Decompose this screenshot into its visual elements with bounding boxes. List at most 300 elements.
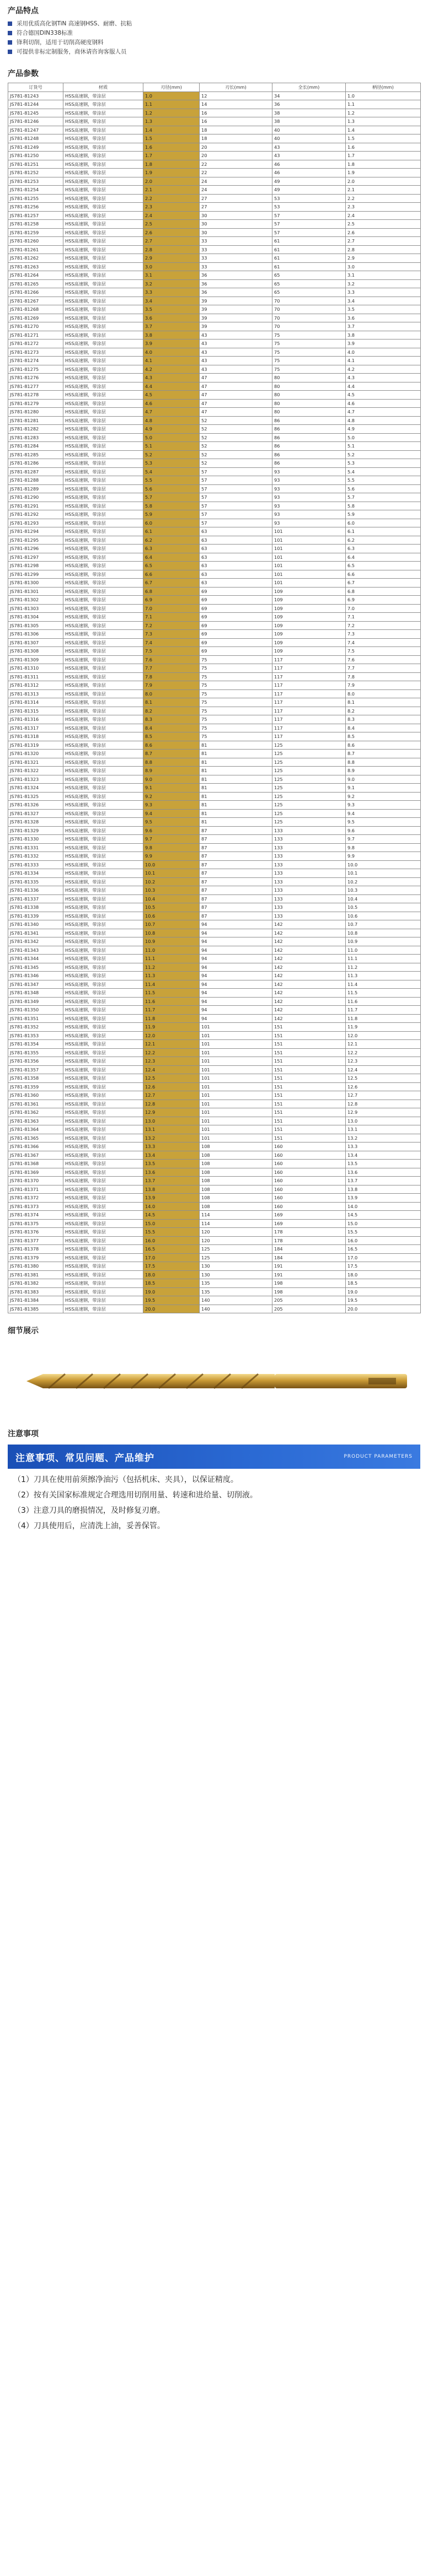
spec-row bbox=[8, 750, 421, 758]
cell-overall-length: 160 bbox=[272, 1185, 346, 1194]
spec-row bbox=[8, 946, 421, 955]
cell-shank: 12.0 bbox=[346, 1031, 421, 1040]
spec-row bbox=[8, 331, 421, 339]
cell-code: JS781-81321 bbox=[8, 758, 63, 767]
cell-shank: 6.1 bbox=[346, 527, 421, 536]
detail-header bbox=[0, 1321, 428, 1340]
cell-flute-length: 12 bbox=[200, 91, 272, 100]
spec-row bbox=[8, 348, 421, 357]
cell-code: JS781-81370 bbox=[8, 1177, 63, 1185]
cell-shank: 2.8 bbox=[346, 245, 421, 254]
spec-row bbox=[8, 1014, 421, 1023]
cell-flute-length: 63 bbox=[200, 545, 272, 553]
spec-row bbox=[8, 476, 421, 485]
cell-shank: 9.3 bbox=[346, 801, 421, 810]
cell-flute-length: 125 bbox=[200, 1253, 272, 1262]
cell-material: HSS高速钢，带涂层 bbox=[63, 169, 143, 177]
cell-flute-length: 47 bbox=[200, 374, 272, 382]
cell-diameter: 5.6 bbox=[143, 484, 200, 493]
care-banner-title: 注意事项、常见问题、产品维护 bbox=[15, 1452, 154, 1464]
spec-row bbox=[8, 570, 421, 579]
cell-material: HSS高速钢，带涂层 bbox=[63, 877, 143, 886]
cell-code: JS781-81286 bbox=[8, 459, 63, 468]
spec-row bbox=[8, 271, 421, 280]
cell-shank: 4.5 bbox=[346, 391, 421, 400]
cell-overall-length: 142 bbox=[272, 972, 346, 980]
cell-code: JS781-81279 bbox=[8, 399, 63, 408]
cell-material: HSS高速钢，带涂层 bbox=[63, 707, 143, 715]
cell-shank: 8.5 bbox=[346, 732, 421, 741]
cell-shank: 13.6 bbox=[346, 1168, 421, 1177]
cell-diameter: 7.2 bbox=[143, 621, 200, 630]
cell-shank: 5.5 bbox=[346, 476, 421, 485]
cell-code: JS781-81248 bbox=[8, 134, 63, 143]
cell-flute-length: 43 bbox=[200, 339, 272, 348]
spec-row bbox=[8, 152, 421, 160]
spec-row bbox=[8, 91, 421, 100]
cell-shank: 3.0 bbox=[346, 262, 421, 271]
cell-shank: 19.0 bbox=[346, 1287, 421, 1296]
spec-row bbox=[8, 818, 421, 827]
cell-overall-length: 101 bbox=[272, 562, 346, 570]
cell-code: JS781-81276 bbox=[8, 374, 63, 382]
cell-material: HSS高速钢，带涂层 bbox=[63, 886, 143, 895]
cell-flute-length: 63 bbox=[200, 570, 272, 579]
cell-diameter: 15.5 bbox=[143, 1228, 200, 1237]
cell-flute-length: 69 bbox=[200, 630, 272, 639]
cell-material: HSS高速钢，带涂层 bbox=[63, 1082, 143, 1091]
spec-row bbox=[8, 767, 421, 775]
cell-diameter: 8.0 bbox=[143, 689, 200, 698]
cell-flute-length: 101 bbox=[200, 1082, 272, 1091]
cell-diameter: 11.3 bbox=[143, 972, 200, 980]
cell-shank: 1.3 bbox=[346, 117, 421, 126]
cell-flute-length: 75 bbox=[200, 698, 272, 707]
cell-shank: 11.2 bbox=[346, 963, 421, 972]
cell-shank: 15.5 bbox=[346, 1228, 421, 1237]
cell-flute-length: 81 bbox=[200, 750, 272, 758]
cell-material: HSS高速钢，带涂层 bbox=[63, 262, 143, 271]
cell-overall-length: 70 bbox=[272, 322, 346, 331]
cell-diameter: 11.7 bbox=[143, 1006, 200, 1015]
cell-shank: 18.5 bbox=[346, 1279, 421, 1288]
cell-shank: 10.1 bbox=[346, 869, 421, 878]
cell-diameter: 9.6 bbox=[143, 826, 200, 835]
cell-flute-length: 108 bbox=[200, 1151, 272, 1160]
spec-row bbox=[8, 1023, 421, 1032]
spec-row bbox=[8, 1091, 421, 1100]
cell-flute-length: 63 bbox=[200, 562, 272, 570]
cell-shank: 17.5 bbox=[346, 1262, 421, 1271]
cell-overall-length: 36 bbox=[272, 100, 346, 109]
cell-code: JS781-81368 bbox=[8, 1160, 63, 1168]
spec-row bbox=[8, 450, 421, 459]
cell-shank: 6.3 bbox=[346, 545, 421, 553]
cell-shank: 10.5 bbox=[346, 903, 421, 912]
cell-code: JS781-81332 bbox=[8, 852, 63, 861]
cell-overall-length: 160 bbox=[272, 1202, 346, 1211]
cell-flute-length: 87 bbox=[200, 886, 272, 895]
cell-diameter: 7.8 bbox=[143, 672, 200, 681]
cell-material: HSS高速钢，带涂层 bbox=[63, 801, 143, 810]
cell-material: HSS高速钢，带涂层 bbox=[63, 527, 143, 536]
cell-overall-length: 117 bbox=[272, 672, 346, 681]
cell-material: HSS高速钢，带涂层 bbox=[63, 784, 143, 793]
bullet-icon bbox=[8, 40, 12, 45]
cell-code: JS781-81296 bbox=[8, 545, 63, 553]
cell-code: JS781-81339 bbox=[8, 912, 63, 920]
cell-shank: 7.5 bbox=[346, 647, 421, 656]
cell-material: HSS高速钢，带涂层 bbox=[63, 126, 143, 134]
cell-diameter: 13.4 bbox=[143, 1151, 200, 1160]
spec-row bbox=[8, 117, 421, 126]
cell-overall-length: 93 bbox=[272, 510, 346, 519]
cell-code: JS781-81314 bbox=[8, 698, 63, 707]
spec-row bbox=[8, 1117, 421, 1125]
cell-shank: 3.9 bbox=[346, 339, 421, 348]
spec-row bbox=[8, 929, 421, 937]
cell-diameter: 10.3 bbox=[143, 886, 200, 895]
cell-diameter: 8.3 bbox=[143, 715, 200, 724]
cell-overall-length: 142 bbox=[272, 989, 346, 998]
cell-flute-length: 140 bbox=[200, 1296, 272, 1305]
cell-material: HSS高速钢，带涂层 bbox=[63, 365, 143, 374]
cell-diameter: 8.4 bbox=[143, 724, 200, 732]
cell-material: HSS高速钢，带涂层 bbox=[63, 1296, 143, 1305]
cell-flute-length: 108 bbox=[200, 1168, 272, 1177]
spec-row bbox=[8, 689, 421, 698]
cell-shank: 17.0 bbox=[346, 1253, 421, 1262]
cell-overall-length: 125 bbox=[272, 741, 346, 750]
spec-header-row bbox=[8, 83, 421, 92]
cell-diameter: 5.5 bbox=[143, 476, 200, 485]
cell-code: JS781-81245 bbox=[8, 109, 63, 117]
cell-code: JS781-81260 bbox=[8, 237, 63, 246]
cell-diameter: 7.1 bbox=[143, 613, 200, 622]
cell-diameter: 8.7 bbox=[143, 750, 200, 758]
cell-material: HSS高速钢，带涂层 bbox=[63, 963, 143, 972]
cell-material: HSS高速钢，带涂层 bbox=[63, 160, 143, 169]
cell-material: HSS高速钢，带涂层 bbox=[63, 186, 143, 195]
cell-shank: 2.9 bbox=[346, 254, 421, 263]
cell-code: JS781-81348 bbox=[8, 989, 63, 998]
spec-row bbox=[8, 664, 421, 673]
cell-material: HSS高速钢，带涂层 bbox=[63, 587, 143, 596]
cell-shank: 13.8 bbox=[346, 1185, 421, 1194]
cell-diameter: 11.4 bbox=[143, 980, 200, 989]
cell-diameter: 10.7 bbox=[143, 920, 200, 929]
care-note: （4）刀具使用后，应清洗上油，妥善保管。 bbox=[13, 1522, 165, 1530]
cell-code: JS781-81253 bbox=[8, 177, 63, 186]
spec-row bbox=[8, 254, 421, 263]
cell-shank: 2.2 bbox=[346, 194, 421, 203]
cell-code: JS781-81312 bbox=[8, 681, 63, 690]
spec-row bbox=[8, 1245, 421, 1254]
spec-row bbox=[8, 724, 421, 732]
care-banner bbox=[8, 1445, 420, 1469]
cell-code: JS781-81371 bbox=[8, 1185, 63, 1194]
cell-diameter: 1.4 bbox=[143, 126, 200, 134]
cell-shank: 10.9 bbox=[346, 937, 421, 946]
cell-diameter: 12.8 bbox=[143, 1100, 200, 1108]
cell-shank: 13.5 bbox=[346, 1160, 421, 1168]
cell-flute-length: 81 bbox=[200, 801, 272, 810]
cell-flute-length: 87 bbox=[200, 869, 272, 878]
cell-diameter: 7.0 bbox=[143, 604, 200, 613]
spec-row bbox=[8, 484, 421, 493]
cell-shank: 1.4 bbox=[346, 126, 421, 134]
cell-diameter: 4.7 bbox=[143, 408, 200, 417]
cell-diameter: 6.5 bbox=[143, 562, 200, 570]
cell-material: HSS高速钢，带涂层 bbox=[63, 843, 143, 852]
cell-flute-length: 101 bbox=[200, 1074, 272, 1083]
cell-shank: 6.5 bbox=[346, 562, 421, 570]
cell-material: HSS高速钢，带涂层 bbox=[63, 177, 143, 186]
cell-flute-length: 94 bbox=[200, 989, 272, 998]
cell-shank: 2.7 bbox=[346, 237, 421, 246]
cell-shank: 13.3 bbox=[346, 1143, 421, 1151]
cell-diameter: 1.9 bbox=[143, 169, 200, 177]
cell-shank: 13.0 bbox=[346, 1117, 421, 1125]
cell-material: HSS高速钢，带涂层 bbox=[63, 732, 143, 741]
cell-overall-length: 61 bbox=[272, 262, 346, 271]
cell-overall-length: 133 bbox=[272, 852, 346, 861]
cell-material: HSS高速钢，带涂层 bbox=[63, 860, 143, 869]
cell-flute-length: 87 bbox=[200, 852, 272, 861]
cell-flute-length: 69 bbox=[200, 596, 272, 605]
cell-code: JS781-81269 bbox=[8, 314, 63, 322]
spec-row bbox=[8, 579, 421, 588]
cell-code: JS781-81243 bbox=[8, 91, 63, 100]
cell-flute-length: 108 bbox=[200, 1194, 272, 1203]
cell-material: HSS高速钢，带涂层 bbox=[63, 493, 143, 502]
cell-code: JS781-81309 bbox=[8, 655, 63, 664]
cell-code: JS781-81323 bbox=[8, 775, 63, 784]
cell-overall-length: 86 bbox=[272, 433, 346, 442]
cell-shank: 8.1 bbox=[346, 698, 421, 707]
cell-flute-length: 120 bbox=[200, 1236, 272, 1245]
cell-diameter: 5.7 bbox=[143, 493, 200, 502]
cell-shank: 6.9 bbox=[346, 596, 421, 605]
cell-diameter: 1.1 bbox=[143, 100, 200, 109]
cell-overall-length: 142 bbox=[272, 997, 346, 1006]
cell-material: HSS高速钢，带涂层 bbox=[63, 792, 143, 801]
cell-shank: 7.8 bbox=[346, 672, 421, 681]
cell-shank: 8.7 bbox=[346, 750, 421, 758]
cell-overall-length: 57 bbox=[272, 211, 346, 220]
cell-shank: 9.6 bbox=[346, 826, 421, 835]
spec-row bbox=[8, 245, 421, 254]
cell-overall-length: 151 bbox=[272, 1057, 346, 1066]
cell-flute-length: 87 bbox=[200, 826, 272, 835]
cell-shank: 18.0 bbox=[346, 1270, 421, 1279]
spec-row bbox=[8, 134, 421, 143]
cell-shank: 4.1 bbox=[346, 357, 421, 365]
cell-flute-length: 101 bbox=[200, 1125, 272, 1134]
cell-flute-length: 39 bbox=[200, 297, 272, 305]
cell-shank: 13.9 bbox=[346, 1194, 421, 1203]
cell-material: HSS高速钢，带涂层 bbox=[63, 1065, 143, 1074]
cell-flute-length: 75 bbox=[200, 707, 272, 715]
cell-shank: 3.4 bbox=[346, 297, 421, 305]
cell-diameter: 11.2 bbox=[143, 963, 200, 972]
cell-diameter: 1.7 bbox=[143, 152, 200, 160]
cell-diameter: 4.0 bbox=[143, 348, 200, 357]
cell-material: HSS高速钢，带涂层 bbox=[63, 134, 143, 143]
cell-overall-length: 101 bbox=[272, 536, 346, 545]
cell-diameter: 10.9 bbox=[143, 937, 200, 946]
cell-shank: 10.2 bbox=[346, 877, 421, 886]
cell-code: JS781-81283 bbox=[8, 433, 63, 442]
cell-shank: 11.3 bbox=[346, 972, 421, 980]
cell-diameter: 3.8 bbox=[143, 331, 200, 339]
cell-flute-length: 24 bbox=[200, 186, 272, 195]
cell-diameter: 5.9 bbox=[143, 510, 200, 519]
cell-material: HSS高速钢，带涂层 bbox=[63, 408, 143, 417]
cell-overall-length: 117 bbox=[272, 698, 346, 707]
cell-flute-length: 16 bbox=[200, 109, 272, 117]
cell-flute-length: 101 bbox=[200, 1100, 272, 1108]
detail-title: 细节展示 bbox=[8, 1327, 39, 1335]
cell-overall-length: 142 bbox=[272, 955, 346, 963]
cell-code: JS781-81290 bbox=[8, 493, 63, 502]
cell-material: HSS高速钢，带涂层 bbox=[63, 459, 143, 468]
cell-flute-length: 57 bbox=[200, 519, 272, 527]
cell-diameter: 10.4 bbox=[143, 894, 200, 903]
cell-material: HSS高速钢，带涂层 bbox=[63, 1245, 143, 1254]
spec-row bbox=[8, 1168, 421, 1177]
cell-code: JS781-81335 bbox=[8, 877, 63, 886]
cell-overall-length: 80 bbox=[272, 408, 346, 417]
cell-flute-length: 101 bbox=[200, 1091, 272, 1100]
cell-material: HSS高速钢，带涂层 bbox=[63, 1279, 143, 1288]
cell-shank: 13.1 bbox=[346, 1125, 421, 1134]
cell-diameter: 13.3 bbox=[143, 1143, 200, 1151]
cell-diameter: 13.7 bbox=[143, 1177, 200, 1185]
cell-code: JS781-81281 bbox=[8, 416, 63, 425]
cell-code: JS781-81367 bbox=[8, 1151, 63, 1160]
cell-overall-length: 160 bbox=[272, 1151, 346, 1160]
cell-overall-length: 151 bbox=[272, 1031, 346, 1040]
cell-material: HSS高速钢，带涂层 bbox=[63, 297, 143, 305]
cell-overall-length: 133 bbox=[272, 886, 346, 895]
spec-row bbox=[8, 519, 421, 527]
cell-flute-length: 87 bbox=[200, 894, 272, 903]
cell-diameter: 1.5 bbox=[143, 134, 200, 143]
cell-diameter: 9.0 bbox=[143, 775, 200, 784]
spec-row bbox=[8, 100, 421, 109]
cell-diameter: 4.6 bbox=[143, 399, 200, 408]
cell-overall-length: 160 bbox=[272, 1177, 346, 1185]
cell-code: JS781-81362 bbox=[8, 1108, 63, 1117]
spec-row bbox=[8, 1040, 421, 1049]
cell-material: HSS高速钢，带涂层 bbox=[63, 946, 143, 955]
cell-overall-length: 61 bbox=[272, 245, 346, 254]
cell-material: HSS高速钢，带涂层 bbox=[63, 237, 143, 246]
spec-row bbox=[8, 937, 421, 946]
cell-shank: 6.0 bbox=[346, 519, 421, 527]
cell-flute-length: 94 bbox=[200, 929, 272, 937]
cell-diameter: 1.8 bbox=[143, 160, 200, 169]
cell-shank: 2.5 bbox=[346, 220, 421, 229]
cell-material: HSS高速钢，带涂层 bbox=[63, 1057, 143, 1066]
cell-code: JS781-81373 bbox=[8, 1202, 63, 1211]
cell-material: HSS高速钢，带涂层 bbox=[63, 425, 143, 434]
cell-material: HSS高速钢，带涂层 bbox=[63, 698, 143, 707]
cell-diameter: 1.2 bbox=[143, 109, 200, 117]
cell-material: HSS高速钢，带涂层 bbox=[63, 1134, 143, 1143]
cell-flute-length: 39 bbox=[200, 314, 272, 322]
cell-code: JS781-81333 bbox=[8, 860, 63, 869]
cell-diameter: 10.0 bbox=[143, 860, 200, 869]
cell-diameter: 6.7 bbox=[143, 579, 200, 588]
spec-row bbox=[8, 775, 421, 784]
spec-row bbox=[8, 545, 421, 553]
cell-overall-length: 160 bbox=[272, 1160, 346, 1168]
cell-flute-length: 47 bbox=[200, 391, 272, 400]
cell-shank: 11.1 bbox=[346, 955, 421, 963]
spec-row bbox=[8, 758, 421, 767]
cell-code: JS781-81372 bbox=[8, 1194, 63, 1203]
spec-row bbox=[8, 527, 421, 536]
cell-shank: 10.6 bbox=[346, 912, 421, 920]
cell-overall-length: 117 bbox=[272, 724, 346, 732]
cell-diameter: 7.7 bbox=[143, 664, 200, 673]
spec-row bbox=[8, 655, 421, 664]
cell-material: HSS高速钢，带涂层 bbox=[63, 826, 143, 835]
cell-material: HSS高速钢，带涂层 bbox=[63, 1194, 143, 1203]
spec-row bbox=[8, 211, 421, 220]
cell-overall-length: 117 bbox=[272, 707, 346, 715]
spec-row bbox=[8, 801, 421, 810]
cell-shank: 8.0 bbox=[346, 689, 421, 698]
cell-material: HSS高速钢，带涂层 bbox=[63, 1262, 143, 1271]
cell-shank: 1.5 bbox=[346, 134, 421, 143]
cell-material: HSS高速钢，带涂层 bbox=[63, 382, 143, 391]
cell-diameter: 3.5 bbox=[143, 305, 200, 314]
cell-flute-length: 87 bbox=[200, 860, 272, 869]
cell-code: JS781-81305 bbox=[8, 621, 63, 630]
spec-row bbox=[8, 894, 421, 903]
cell-diameter: 12.4 bbox=[143, 1065, 200, 1074]
cell-flute-length: 94 bbox=[200, 946, 272, 955]
cell-code: JS781-81263 bbox=[8, 262, 63, 271]
cell-overall-length: 198 bbox=[272, 1287, 346, 1296]
cell-overall-length: 101 bbox=[272, 570, 346, 579]
cell-overall-length: 151 bbox=[272, 1100, 346, 1108]
cell-material: HSS高速钢，带涂层 bbox=[63, 1287, 143, 1296]
cell-diameter: 8.1 bbox=[143, 698, 200, 707]
cell-flute-length: 135 bbox=[200, 1287, 272, 1296]
cell-code: JS781-81352 bbox=[8, 1023, 63, 1032]
cell-shank: 3.3 bbox=[346, 288, 421, 297]
cell-material: HSS高速钢，带涂层 bbox=[63, 562, 143, 570]
cell-shank: 11.4 bbox=[346, 980, 421, 989]
cell-shank: 12.1 bbox=[346, 1040, 421, 1049]
cell-shank: 12.3 bbox=[346, 1057, 421, 1066]
cell-shank: 4.4 bbox=[346, 382, 421, 391]
drill-bit-image bbox=[15, 1368, 413, 1394]
cell-shank: 2.3 bbox=[346, 203, 421, 212]
cell-material: HSS高速钢，带涂层 bbox=[63, 1160, 143, 1168]
cell-overall-length: 151 bbox=[272, 1091, 346, 1100]
cell-code: JS781-81341 bbox=[8, 929, 63, 937]
cell-flute-length: 69 bbox=[200, 647, 272, 656]
cell-shank: 5.1 bbox=[346, 442, 421, 451]
cell-shank: 5.6 bbox=[346, 484, 421, 493]
cell-diameter: 12.6 bbox=[143, 1082, 200, 1091]
cell-code: JS781-81287 bbox=[8, 467, 63, 476]
